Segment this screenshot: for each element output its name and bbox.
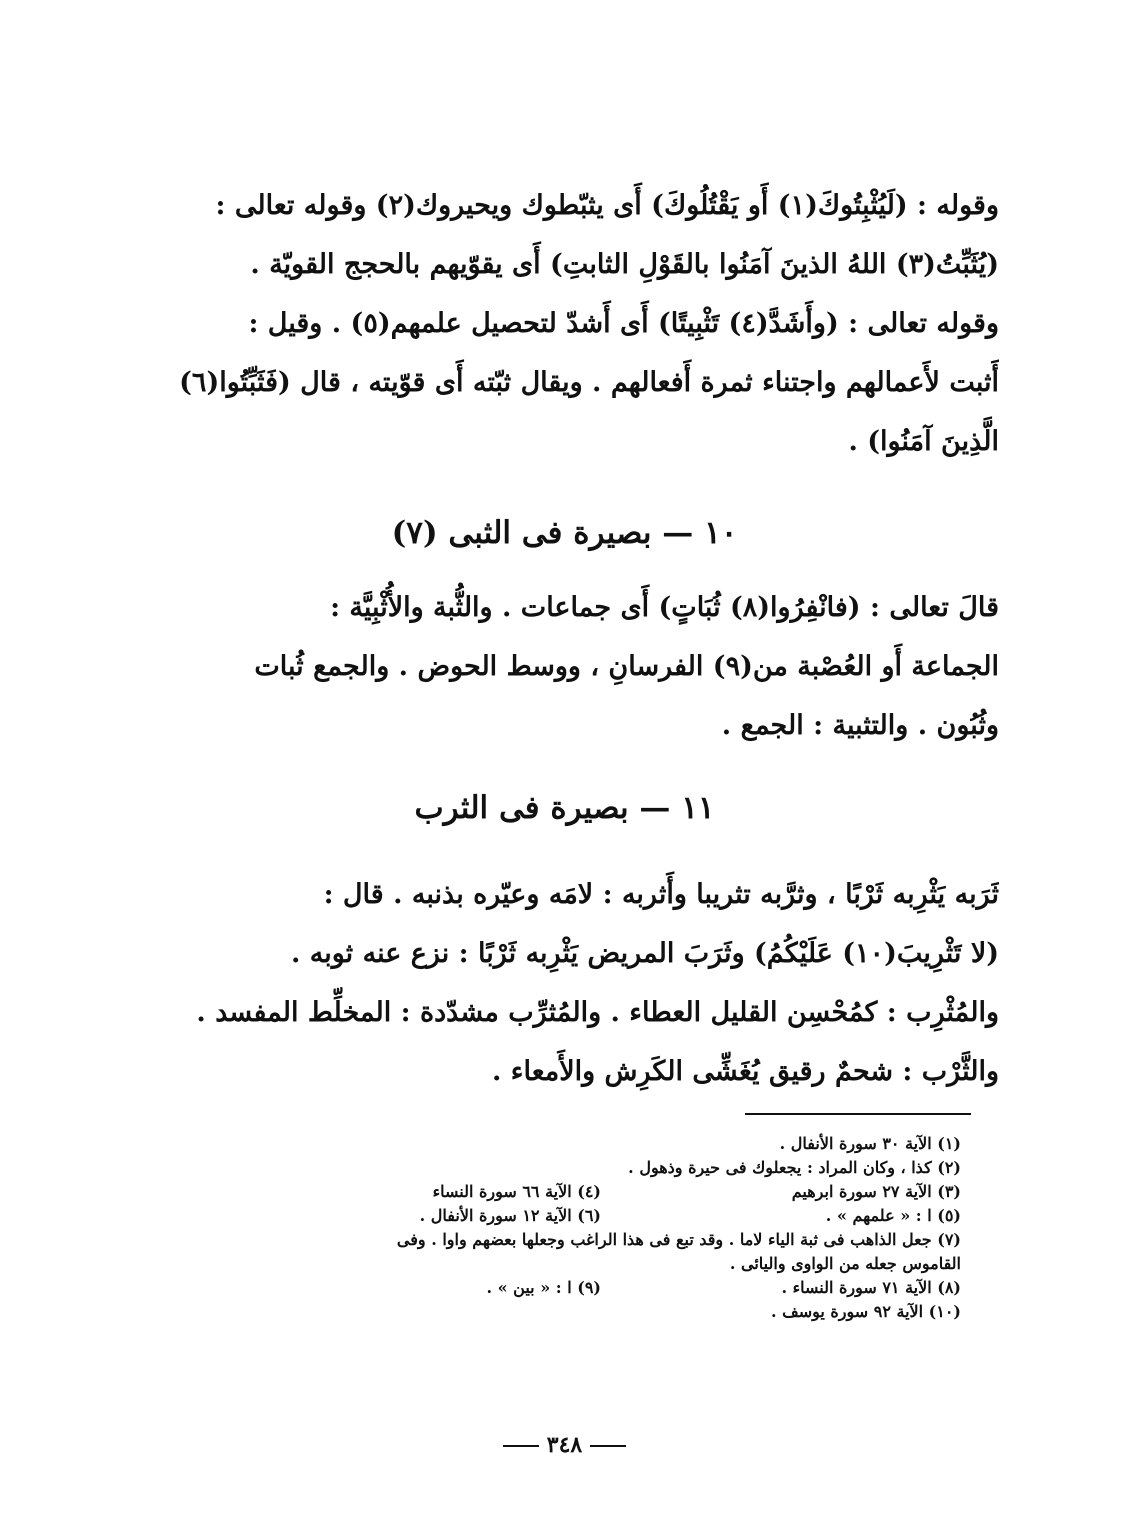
footnote-8: (٨) الآية ٧١ سورة النساء . — [781, 1278, 961, 1297]
footnotes — [120, 1132, 961, 1324]
dash-left — [590, 1445, 626, 1447]
text-line: (يُثَبِّتُ(٣) اللهُ الذينَ آمَنُوا بالقَوْلِ الثابتِ) أَى يقوّيهم بالحجج القويّة . — [250, 249, 999, 280]
footnote-row — [120, 1228, 961, 1252]
footnote-9: (٩) ا : « بين » . — [486, 1278, 601, 1297]
footnote-row — [120, 1132, 961, 1156]
footnote-10: (١٠) الآية ٩٢ سورة يوسف . — [770, 1302, 961, 1321]
footnote-row — [120, 1300, 961, 1324]
text-line: قالَ تعالى : (فانْفِرُوا(٨) ثُبَاتٍ) أَى جماعات . والثُّبة والأُثْبِيَّة : — [330, 592, 999, 623]
footnote-4: (٤) الآية ٦٦ سورة النساء — [432, 1182, 601, 1201]
footnote-row — [120, 1156, 961, 1180]
page-number-footer — [0, 1432, 1129, 1458]
paragraph-thabt — [130, 176, 999, 471]
footnote-7-continued: القاموس جعله من الواوى واليائى . — [729, 1254, 961, 1273]
section-heading-11: ١١ — بصيرة فى الثرب — [414, 790, 715, 826]
text-line: وثُبُون . والتثبية : الجمع . — [721, 710, 999, 741]
text-line: (لا تَثْرِيبَ(١٠) عَلَيْكُمُ) وثَرَبَ المريض يَثْرِبه ثَرْبًا : نزع عنه ثوبه . — [290, 938, 999, 969]
footnote-1: (١) الآية ٣٠ سورة الأنفال . — [779, 1134, 961, 1153]
text-line: ثَرَبه يَثْرِبه ثَرْبًا ، وثرَّبه تثريبا وأَثربه : لامَه وعيّره بذنبه . قال : — [323, 879, 999, 910]
paragraph-tharb — [130, 865, 999, 1101]
text-line: والمُثْرِب : كمُحْسِن القليل العطاء . والمُثرِّب مشدّدة : المخلِّط المفسد . — [196, 997, 999, 1028]
dash-right — [503, 1445, 539, 1447]
text-line: وقوله تعالى : (وأَشَدَّ(٤) تَثْبِيتًا) أَى أَشدّ لتحصيل علمهم(٥) . وقيل : — [248, 308, 999, 339]
footnote-3: (٣) الآية ٢٧ سورة ابرهيم — [791, 1182, 961, 1201]
text-line: الجماعة أَو العُصْبة من(٩) الفرسانِ ، ووسط الحوض . والجمع ثُبات — [254, 651, 999, 682]
text-line: والثَّرْب : شحمٌ رقيق يُغَشِّى الكَرِش والأَمعاء . — [491, 1056, 999, 1087]
footnote-7: (٧) جعل الذاهب فى ثبة الياء لاما . وقد تبع فى هذا الراغب وجعلها بعضهم واوا . وفى — [396, 1230, 961, 1249]
footnote-6: (٦) الآية ١٢ سورة الأنفال . — [419, 1206, 601, 1225]
text-line: وقوله : (لَيُثْبِتُوكَ(١) أَو يَقْتُلُوكَ) أَى يثبّطوك ويحيروك(٢) وقوله تعالى : — [215, 190, 999, 221]
footnote-row — [120, 1180, 961, 1204]
footnote-2: (٢) كذا ، وكان المراد : يجعلوك فى حيرة وذهول . — [628, 1158, 961, 1177]
paragraph-thubaa — [130, 578, 999, 755]
text-line: أَثبت لأَعمالهم واجتناء ثمرة أَفعالهم . ويقال ثبّته أَى قوّيته ، قال (فَثَبِّتُوا(٦) — [179, 367, 999, 398]
page-number: ٣٤٨ — [546, 1432, 583, 1458]
footnote-5: (٥) ا : « علمهم » . — [825, 1206, 961, 1225]
footnote-row — [120, 1204, 961, 1228]
footnote-divider — [745, 1113, 971, 1115]
text-line: الَّذِينَ آمَنُوا) . — [848, 426, 999, 457]
footnote-row — [120, 1276, 961, 1300]
section-heading-10: ١٠ — بصيرة فى الثبى (٧) — [391, 515, 738, 551]
footnote-row — [120, 1252, 961, 1276]
